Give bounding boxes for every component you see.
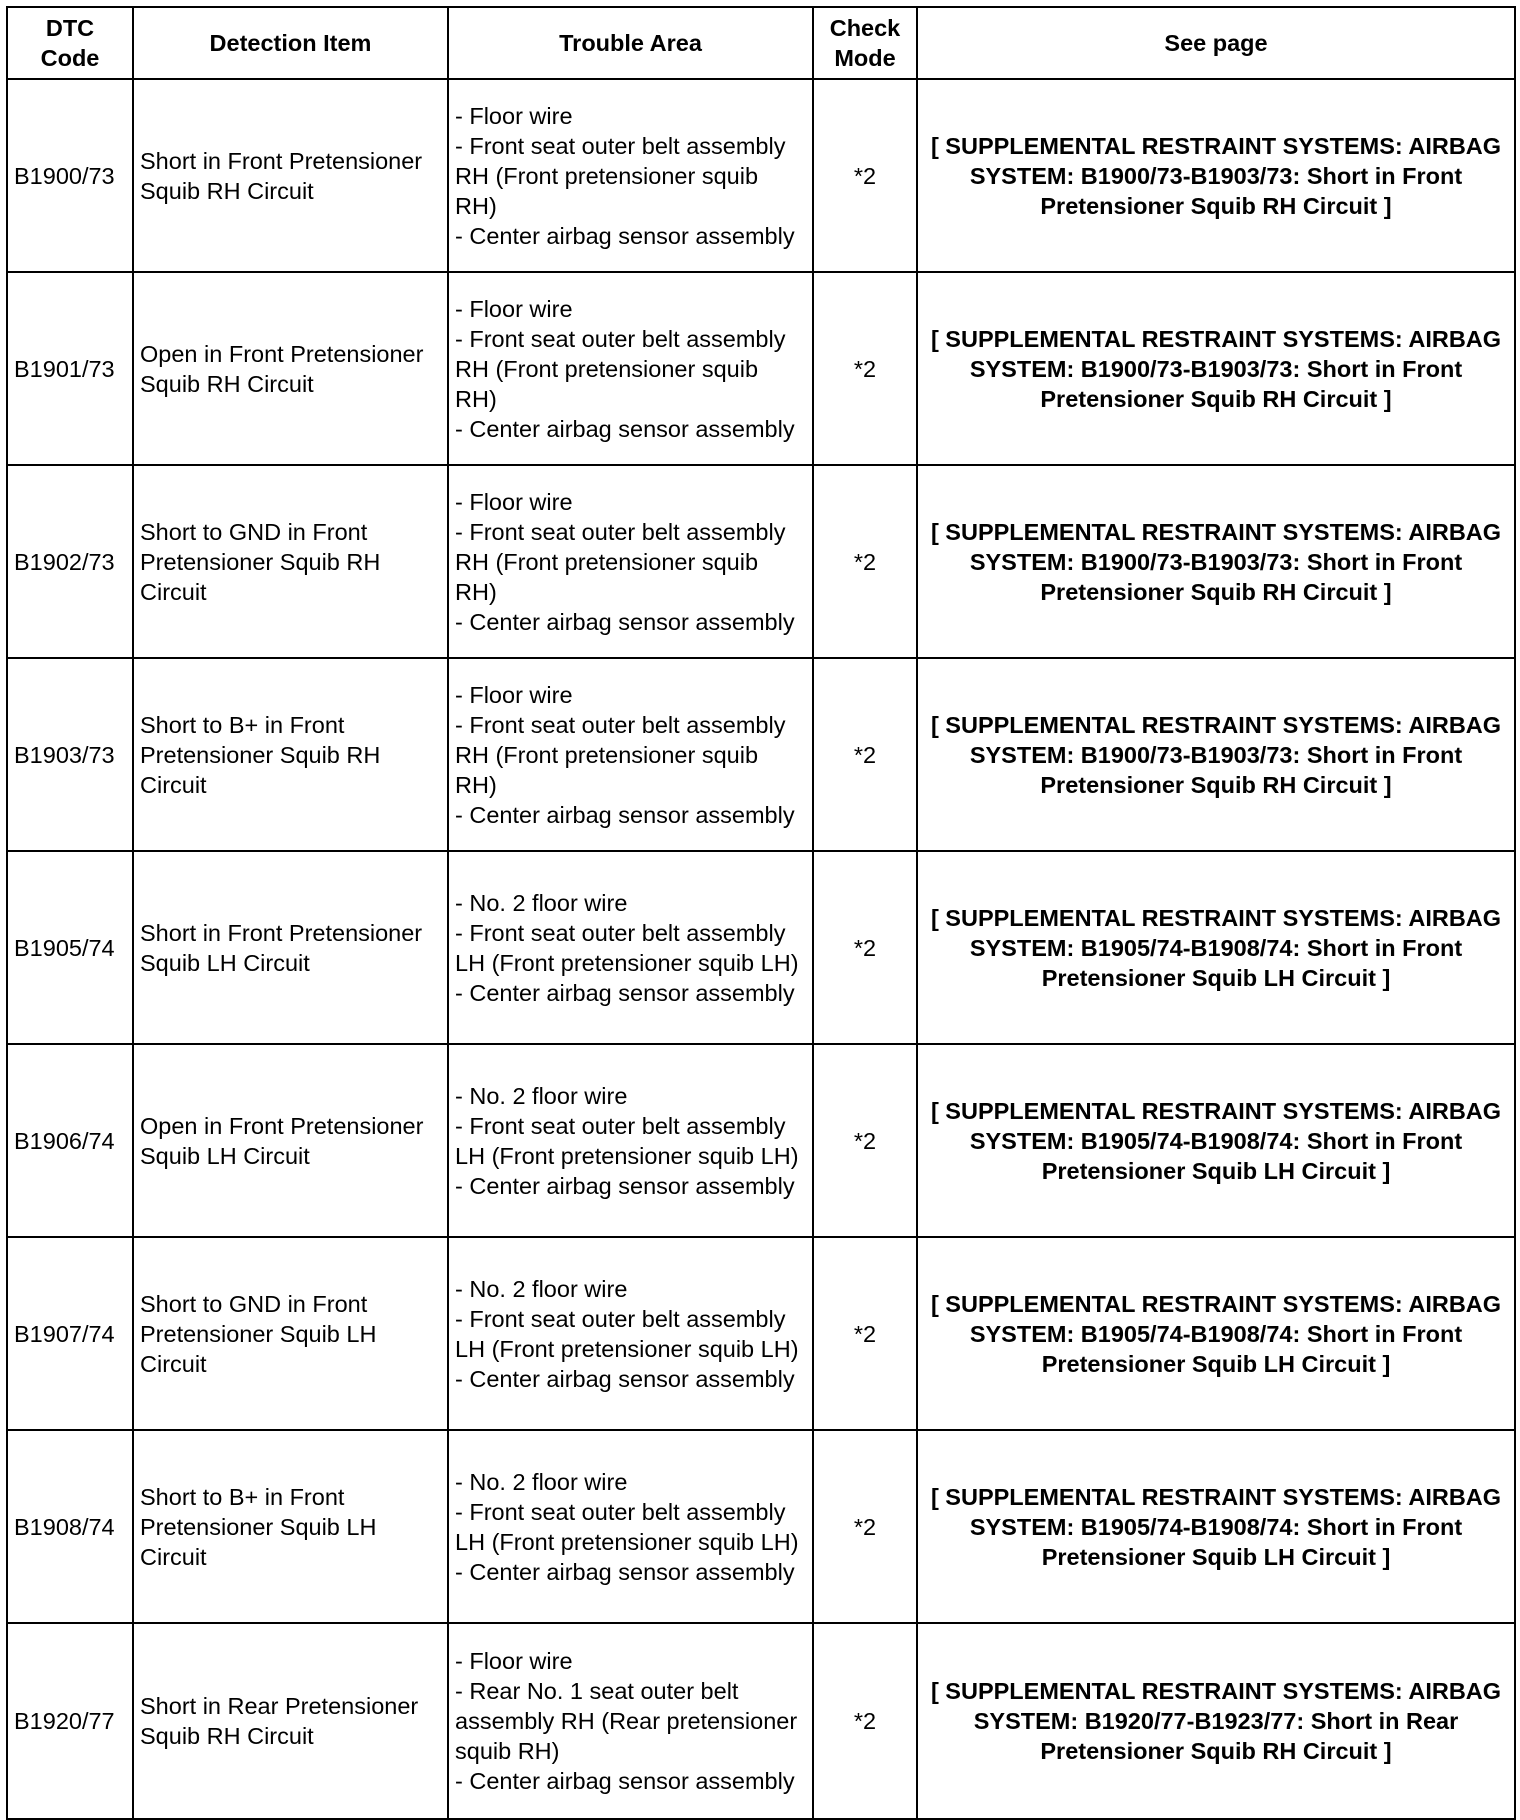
table-row: [7, 1237, 1515, 1430]
trouble-area-cell: [448, 1044, 813, 1237]
detection-item-cell: Open in Front Pretensioner Squib LH Circuit: [133, 1044, 448, 1237]
trouble-area-line: - Rear No. 1 seat outer belt assembly RH (Rear pretensioner squib RH): [455, 1678, 798, 1764]
trouble-area-line: - Front seat outer belt assembly LH (Front pretensioner squib LH): [455, 1498, 799, 1555]
dtc-code-cell: B1920/77: [7, 1623, 133, 1819]
table-row: [7, 851, 1515, 1044]
trouble-area-line: - Center airbag sensor assembly: [455, 415, 795, 442]
see-page-link: [ SUPPLEMENTAL RESTRAINT SYSTEMS: AIRBAG SYSTEM: B1920/77-B1923/77: Short in Rear Pretensioner Squib RH Circuit ]: [917, 1623, 1515, 1819]
header-dtc-code: DTC Code: [7, 7, 133, 79]
detection-item-cell: Short in Rear Pretensioner Squib RH Circuit: [133, 1623, 448, 1819]
trouble-area-line: - Front seat outer belt assembly LH (Front pretensioner squib LH): [455, 919, 799, 976]
header-trouble-area: Trouble Area: [448, 7, 813, 79]
trouble-area-line: - No. 2 floor wire: [455, 889, 628, 916]
trouble-area-line: - Center airbag sensor assembly: [455, 608, 795, 635]
see-page-link: [ SUPPLEMENTAL RESTRAINT SYSTEMS: AIRBAG SYSTEM: B1905/74-B1908/74: Short in Front Pretensioner Squib LH Circuit ]: [917, 1237, 1515, 1430]
see-page-link: [ SUPPLEMENTAL RESTRAINT SYSTEMS: AIRBAG SYSTEM: B1905/74-B1908/74: Short in Front Pretensioner Squib LH Circuit ]: [917, 1044, 1515, 1237]
trouble-area-line: - Center airbag sensor assembly: [455, 1558, 795, 1585]
see-page-link: [ SUPPLEMENTAL RESTRAINT SYSTEMS: AIRBAG SYSTEM: B1900/73-B1903/73: Short in Front Pretensioner Squib RH Circuit ]: [917, 658, 1515, 851]
trouble-area-cell: [448, 465, 813, 658]
header-row: [7, 7, 1515, 79]
see-page-link: [ SUPPLEMENTAL RESTRAINT SYSTEMS: AIRBAG SYSTEM: B1900/73-B1903/73: Short in Front Pretensioner Squib RH Circuit ]: [917, 79, 1515, 272]
dtc-code-cell: B1906/74: [7, 1044, 133, 1237]
header-see-page: See page: [917, 7, 1515, 79]
trouble-area-cell: [448, 851, 813, 1044]
trouble-area-line: - Floor wire: [455, 295, 573, 322]
see-page-link: [ SUPPLEMENTAL RESTRAINT SYSTEMS: AIRBAG SYSTEM: B1905/74-B1908/74: Short in Front Pretensioner Squib LH Circuit ]: [917, 851, 1515, 1044]
dtc-code-cell: B1901/73: [7, 272, 133, 465]
dtc-code-cell: B1903/73: [7, 658, 133, 851]
check-mode-cell: *2: [813, 79, 917, 272]
table-row: [7, 1623, 1515, 1819]
trouble-area-cell: [448, 658, 813, 851]
detection-item-cell: Open in Front Pretensioner Squib RH Circuit: [133, 272, 448, 465]
trouble-area-line: - Floor wire: [455, 488, 573, 515]
trouble-area-cell: [448, 272, 813, 465]
trouble-area-line: - Front seat outer belt assembly RH (Front pretensioner squib RH): [455, 711, 786, 798]
dtc-code-cell: B1900/73: [7, 79, 133, 272]
table-row: [7, 1044, 1515, 1237]
trouble-area-line: - Front seat outer belt assembly RH (Front pretensioner squib RH): [455, 325, 786, 412]
trouble-area-line: - Center airbag sensor assembly: [455, 1365, 795, 1392]
trouble-area-line: - Center airbag sensor assembly: [455, 801, 795, 828]
trouble-area-line: - No. 2 floor wire: [455, 1275, 628, 1302]
table-row: [7, 658, 1515, 851]
table-row: [7, 1430, 1515, 1623]
header-detection-item: Detection Item: [133, 7, 448, 79]
trouble-area-line: - Center airbag sensor assembly: [455, 1768, 795, 1794]
see-page-link: [ SUPPLEMENTAL RESTRAINT SYSTEMS: AIRBAG SYSTEM: B1905/74-B1908/74: Short in Front Pretensioner Squib LH Circuit ]: [917, 1430, 1515, 1623]
trouble-area-line: - Floor wire: [455, 681, 573, 708]
trouble-area-line: - Front seat outer belt assembly RH (Front pretensioner squib RH): [455, 132, 786, 219]
trouble-area-line: - Floor wire: [455, 102, 573, 129]
detection-item-cell: Short to GND in Front Pretensioner Squib RH Circuit: [133, 465, 448, 658]
detection-item-cell: Short to B+ in Front Pretensioner Squib LH Circuit: [133, 1430, 448, 1623]
see-page-link: [ SUPPLEMENTAL RESTRAINT SYSTEMS: AIRBAG SYSTEM: B1900/73-B1903/73: Short in Front Pretensioner Squib RH Circuit ]: [917, 272, 1515, 465]
trouble-area-line: - Floor wire: [455, 1648, 573, 1674]
trouble-area-line: - Center airbag sensor assembly: [455, 222, 795, 249]
check-mode-cell: *2: [813, 465, 917, 658]
trouble-area-cell: [448, 1623, 813, 1819]
check-mode-cell: *2: [813, 1623, 917, 1819]
trouble-area-line: - Front seat outer belt assembly LH (Front pretensioner squib LH): [455, 1305, 799, 1362]
dtc-code-cell: B1908/74: [7, 1430, 133, 1623]
trouble-area-line: - Center airbag sensor assembly: [455, 1172, 795, 1199]
table-row: [7, 465, 1515, 658]
table-row: [7, 79, 1515, 272]
trouble-area-line: - No. 2 floor wire: [455, 1082, 628, 1109]
trouble-area-cell: [448, 1430, 813, 1623]
trouble-area-line: - Front seat outer belt assembly RH (Front pretensioner squib RH): [455, 518, 786, 605]
see-page-link: [ SUPPLEMENTAL RESTRAINT SYSTEMS: AIRBAG SYSTEM: B1900/73-B1903/73: Short in Front Pretensioner Squib RH Circuit ]: [917, 465, 1515, 658]
trouble-area-cell: [448, 1237, 813, 1430]
dtc-code-cell: B1907/74: [7, 1237, 133, 1430]
check-mode-cell: *2: [813, 1430, 917, 1623]
check-mode-cell: *2: [813, 1237, 917, 1430]
trouble-area-line: - Center airbag sensor assembly: [455, 979, 795, 1006]
table-body: [7, 79, 1515, 1819]
dtc-table: [6, 6, 1516, 1820]
check-mode-cell: *2: [813, 1044, 917, 1237]
detection-item-cell: Short in Front Pretensioner Squib LH Circuit: [133, 851, 448, 1044]
trouble-area-line: - Front seat outer belt assembly LH (Front pretensioner squib LH): [455, 1112, 799, 1169]
trouble-area-cell: [448, 79, 813, 272]
check-mode-cell: *2: [813, 272, 917, 465]
check-mode-cell: *2: [813, 851, 917, 1044]
table-row: [7, 272, 1515, 465]
dtc-code-cell: B1905/74: [7, 851, 133, 1044]
check-mode-cell: *2: [813, 658, 917, 851]
detection-item-cell: Short to GND in Front Pretensioner Squib LH Circuit: [133, 1237, 448, 1430]
detection-item-cell: Short in Front Pretensioner Squib RH Circuit: [133, 79, 448, 272]
header-check-mode: Check Mode: [813, 7, 917, 79]
trouble-area-line: - No. 2 floor wire: [455, 1468, 628, 1495]
dtc-code-cell: B1902/73: [7, 465, 133, 658]
detection-item-cell: Short to B+ in Front Pretensioner Squib RH Circuit: [133, 658, 448, 851]
